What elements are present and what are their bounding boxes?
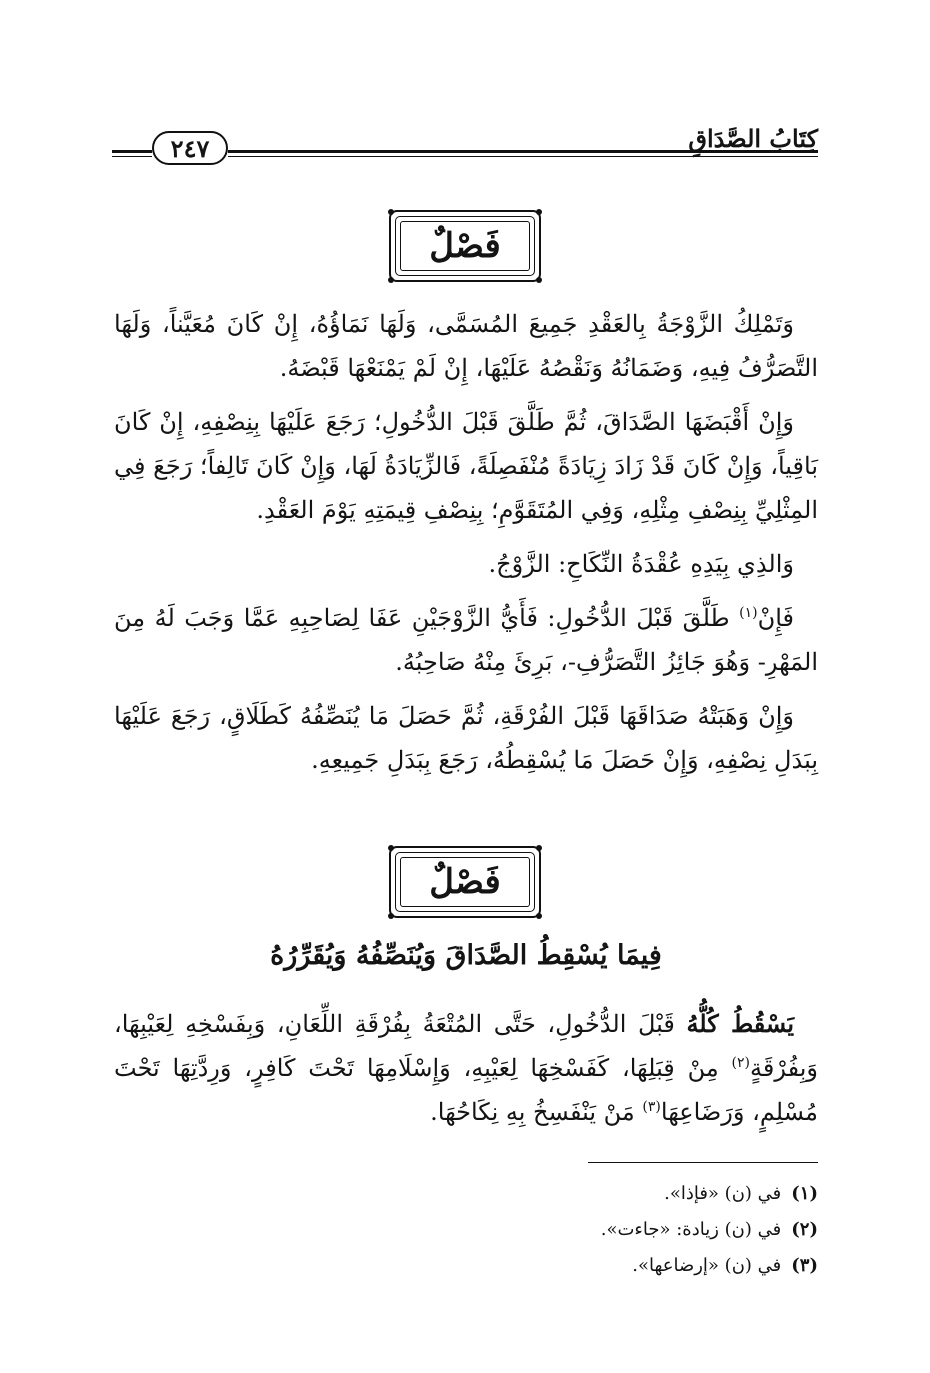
- footnote-marker: (٣): [642, 1099, 661, 1115]
- section-body: [114, 1002, 818, 1134]
- footnote-number: (٢): [791, 1219, 818, 1240]
- paragraph: وَتَمْلِكُ الزَّوْجَةُ بِالعَقْدِ جَمِيعَ المُسَمَّى، وَلَهَا نَمَاؤُهُ، إِنْ كَانَ مُعَيَّناً، وَلَهَا التَّصَرُّفُ فِيهِ، وَضَمَانُهُ وَنَقْصُهُ عَلَيْهَا، إِنْ لَمْ يَمْنَعْهَا قَبْضَهُ.: [114, 310, 818, 382]
- header-dash: [112, 150, 152, 153]
- paragraph-text: قَبْلَ الدُّخُولِ، حَتَّى المُتْعَةُ بِفُرْقَةِ اللِّعَانِ، وَبِفَسْخِهِ لِعَيْبِهَا، وَبِفُرْقَةٍ: [114, 1010, 818, 1082]
- footnote: [114, 1212, 818, 1248]
- footnote-marker: (٢): [731, 1055, 750, 1071]
- paragraph: وَإِنْ أَقْبَضَهَا الصَّدَاقَ، ثُمَّ طَلَّقَ قَبْلَ الدُّخُولِ؛ رَجَعَ عَلَيْهَا بِنِصْفِهِ، إِنْ كَانَ بَاقِياً، وَإِنْ كَانَ قَدْ زَادَ زِيَادَةً مُنْفَصِلَةً، فَالزِّيَادَةُ لَهَا، وَإِنْ كَانَ تَالِفاً؛ رَجَعَ فِي المِثْلِيِّ بِنِصْفِ مِثْلِهِ، وَفِي المُتَقَوَّمِ؛ بِنِصْفِ قِيمَتِهِ يَوْمَ العَقْدِ.: [114, 408, 818, 524]
- section-heading-box: [389, 846, 541, 918]
- section-heading: فَصْلٌ: [429, 226, 501, 266]
- paragraph: وَإِنْ وَهَبَتْهُ صَدَاقَهَا قَبْلَ الفُرْقَةِ، ثُمَّ حَصَلَ مَا يُنَصِّفُهُ كَطَلَاقٍ، رَجَعَ عَلَيْهَا بِبَدَلِ نِصْفِهِ، وَإِنْ حَصَلَ مَا يُسْقِطُهُ، رَجَعَ بِبَدَلِ جَمِيعِهِ.: [114, 702, 818, 774]
- footnotes: [114, 1176, 818, 1284]
- footnote-number: (٣): [791, 1255, 818, 1276]
- paragraph-text: طَلَّقَ قَبْلَ الدُّخُولِ: فَأَيُّ الزَّوْجَيْنِ عَفَا لِصَاحِبِهِ عَمَّا وَجَبَ لَهُ مِنَ المَهْرِ- وَهُوَ جَائِزُ التَّصَرُّفِ-، بَرِئَ مِنْهُ صَاحِبُهُ.: [114, 604, 818, 676]
- ornament-corner: [388, 277, 394, 283]
- paragraph-text: فَإِنْ: [757, 604, 794, 632]
- footnote-separator: [588, 1162, 818, 1163]
- footnote-number: (١): [791, 1183, 818, 1204]
- header-rule-thin: [228, 156, 818, 157]
- book-title: كِتَابُ الصَّدَاقِ: [688, 124, 818, 153]
- ornament-corner: [388, 913, 394, 919]
- paragraph: [114, 596, 818, 684]
- ornament-corner: [536, 845, 542, 851]
- section-subheading: فِيمَا يُسْقِطُ الصَّدَاقَ وَيُنَصِّفُهُ وَيُقَرِّرُهُ: [270, 940, 662, 971]
- header-dash-thin: [112, 156, 152, 157]
- footnote-text: في (ن) «فإذا».: [664, 1183, 782, 1204]
- paragraph-text: مِنْ قِبَلِهَا، كَفَسْخِهَا لِعَيْبِهِ، وَإِسْلَامِهَا تَحْتَ كَافِرٍ، وَرِدَّتِهَا تَحْتَ مُسْلِمٍ، وَرَضَاعِهَا: [114, 1054, 818, 1126]
- paragraph: وَالذِي بِيَدِهِ عُقْدَةُ النِّكَاحِ: الزَّوْجُ.: [488, 550, 794, 578]
- page-number: ٢٤٧: [152, 131, 228, 165]
- ornament-corner: [536, 277, 542, 283]
- ornament-corner: [388, 209, 394, 215]
- ornament-corner: [536, 209, 542, 215]
- header-rule: [228, 150, 818, 153]
- footnote-marker: (١): [739, 605, 758, 621]
- footnote: [114, 1248, 818, 1284]
- section-body: [114, 302, 818, 782]
- ornament-corner: [536, 913, 542, 919]
- ornament-corner: [388, 845, 394, 851]
- paragraph: [114, 1002, 818, 1134]
- section-heading-box: [389, 210, 541, 282]
- running-header: [112, 120, 818, 176]
- section-heading: فَصْلٌ: [429, 862, 501, 902]
- lead-phrase: يَسْقُطُ كُلُّهُ: [686, 1009, 794, 1038]
- footnote: [114, 1176, 818, 1212]
- footnote-text: في (ن) زيادة: «جاءت».: [600, 1219, 782, 1240]
- paragraph-text: مَنْ يَنْفَسِخُ بِهِ نِكَاحُهَا.: [430, 1098, 643, 1126]
- footnote-text: في (ن) «إرضاعها».: [632, 1255, 782, 1276]
